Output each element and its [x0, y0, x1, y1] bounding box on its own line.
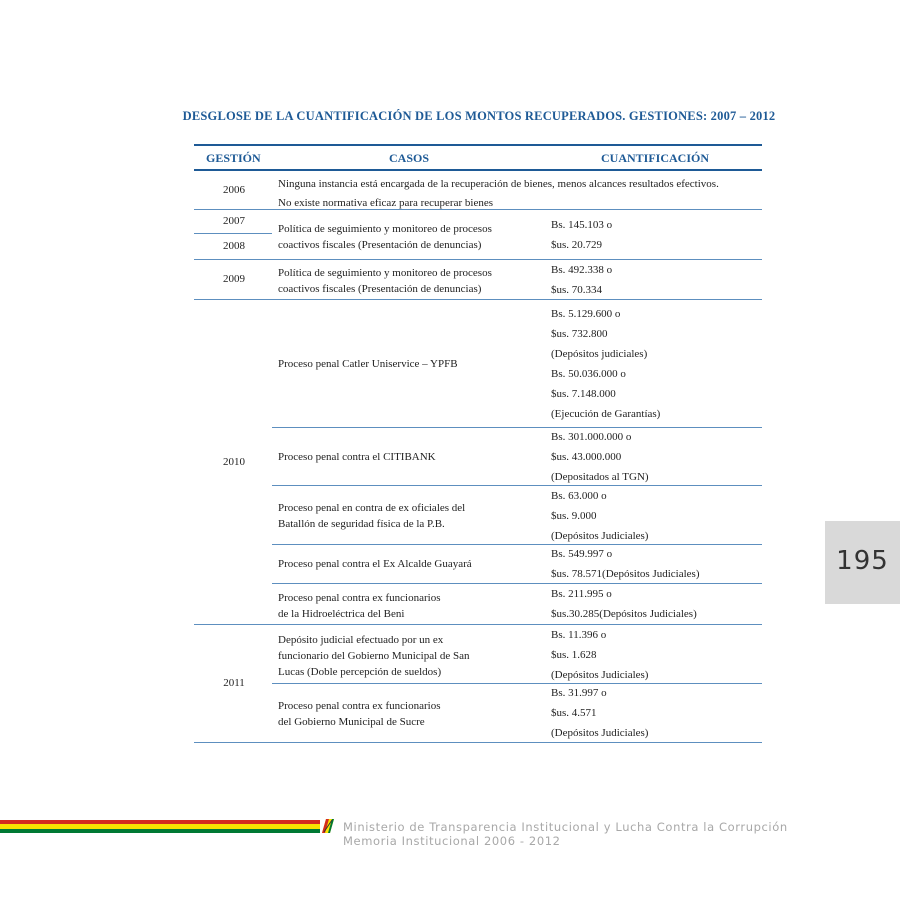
year-cell: 2010	[223, 456, 245, 468]
case-description: Proceso penal contra el CITIBANK	[278, 451, 436, 463]
year-cell: 2009	[223, 273, 245, 285]
page-number: 195	[836, 546, 889, 576]
year-divider	[194, 233, 272, 234]
footer	[343, 820, 788, 848]
row-divider	[194, 299, 762, 300]
case-description: Proceso penal Catler Uniservice – YPFB	[278, 358, 458, 370]
row-divider	[194, 209, 762, 210]
bolivia-flag-stripe	[0, 820, 320, 833]
amount-cell: Bs. 11.396 o $us. 1.628 (Depósitos Judiciales)	[551, 629, 649, 681]
amount-cell: Bs. 5.129.600 o $us. 732.800 (Depósitos judiciales) Bs. 50.036.000 o $us. 7.148.000 (Ejecución de Garantías)	[551, 308, 661, 420]
row-divider	[194, 259, 762, 260]
amount-cell: Bs. 145.103 o $us. 20.729	[551, 219, 613, 251]
case-description: Proceso penal contra ex funcionarios de la Hidroeléctrica del Beni	[278, 592, 441, 620]
case-description: Política de seguimiento y monitoreo de procesos coactivos fiscales (Presentación de denuncias)	[278, 267, 492, 295]
amount-cell: Bs. 63.000 o $us. 9.000 (Depósitos Judiciales)	[551, 490, 649, 542]
row-divider	[194, 624, 762, 625]
year-cell: 2007	[223, 215, 245, 227]
header-cuantificacion: CUANTIFICACIÓN	[601, 151, 710, 165]
row-divider	[272, 427, 762, 428]
year-cell: 2011	[223, 677, 245, 689]
row-divider	[272, 485, 762, 486]
header-gestion: GESTIÓN	[206, 151, 261, 165]
amount-cell: Bs. 492.338 o $us. 70.334	[551, 264, 613, 296]
year-cell: 2006	[223, 184, 245, 196]
header-casos: CASOS	[389, 151, 430, 165]
amount-cell: Bs. 31.997 o $us. 4.571 (Depósitos Judiciales)	[551, 687, 649, 739]
flag-emblem-icon	[322, 819, 334, 833]
year-cell: 2008	[223, 240, 245, 252]
case-description: Proceso penal contra ex funcionarios del Gobierno Municipal de Sucre	[278, 700, 441, 728]
footer-ministry-name: Ministerio de Transparencia Institucional y Lucha Contra la Corrupción	[343, 820, 788, 834]
table-bottom-rule	[194, 742, 762, 743]
flag-stripe-green	[0, 829, 320, 833]
case-description: Proceso penal en contra de ex oficiales del Batallón de seguridad física de la P.B.	[278, 502, 466, 530]
document-title: DESGLOSE DE LA CUANTIFICACIÓN DE LOS MONTOS RECUPERADOS. GESTIONES: 2007 – 2012	[182, 109, 776, 123]
case-description: Depósito judicial efectuado por un ex funcionario del Gobierno Municipal de San Lucas (Doble percepción de sueldos)	[278, 634, 470, 678]
amount-cell: Bs. 301.000.000 o $us. 43.000.000 (Depositados al TGN)	[551, 431, 649, 483]
case-description: Política de seguimiento y monitoreo de procesos coactivos fiscales (Presentación de denuncias)	[278, 223, 492, 251]
case-description: Ninguna instancia está encargada de la recuperación de bienes, menos alcances resultados efectivos. No existe normativa eficaz para recuperar bienes	[278, 178, 719, 209]
table-header-rule	[194, 169, 762, 171]
amount-cell: Bs. 211.995 o $us.30.285(Depósitos Judiciales)	[551, 588, 697, 620]
row-divider	[272, 683, 762, 684]
page-number-tab	[825, 521, 900, 604]
case-description: Proceso penal contra el Ex Alcalde Guayará	[278, 558, 472, 570]
table-top-rule	[194, 144, 762, 146]
footer-report-name: Memoria Institucional 2006 - 2012	[343, 834, 561, 848]
amount-cell: Bs. 549.997 o $us. 78.571(Depósitos Judiciales)	[551, 548, 700, 580]
